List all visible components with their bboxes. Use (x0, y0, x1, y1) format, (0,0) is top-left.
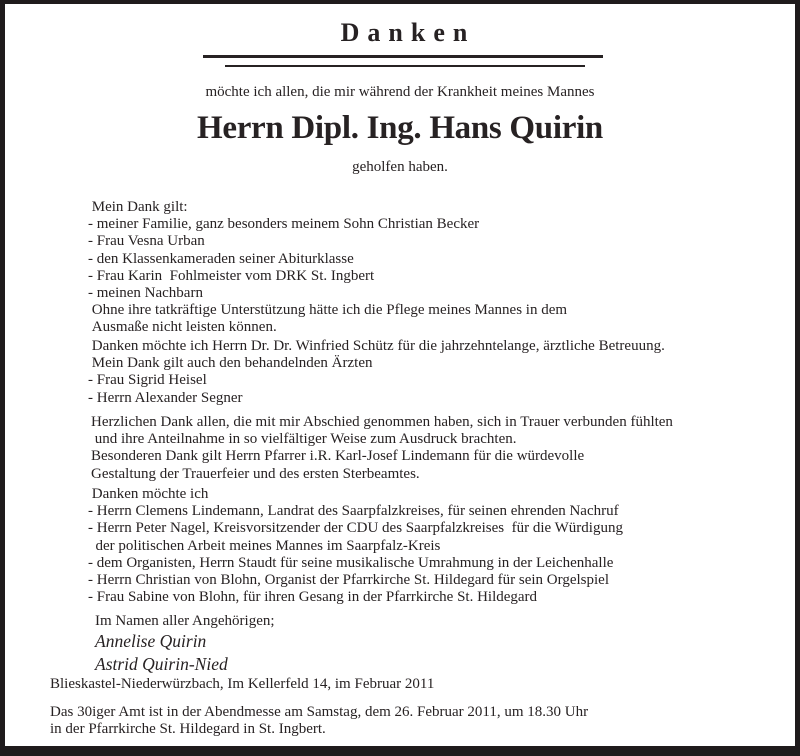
text-line: der politischen Arbeit meines Mannes im Saarpfalz-Kreis (88, 537, 441, 554)
intro-tail-line: geholfen haben. (352, 159, 448, 175)
text-line: - Herrn Clemens Lindemann, Landrat des Saarpfalzkreises, für seinen ehrenden Nachruf (88, 503, 619, 520)
deceased-name: Herrn Dipl. Ing. Hans Quirin (196, 110, 603, 146)
signature-name: Astrid Quirin-Nied (95, 654, 228, 674)
thanks-mourners-paragraph (91, 414, 673, 483)
title-rule-top (203, 55, 603, 58)
notice-title: Danken (340, 18, 476, 47)
text-line: - Frau Sabine von Blohn, für ihren Gesang in der Pfarrkirche St. Hildegard (88, 589, 538, 606)
thanks-officials-paragraph (88, 486, 623, 606)
text-line: - Frau Vesna Urban (88, 233, 205, 250)
text-line: Das 30iger Amt ist in der Abendmesse am Samstag, dem 26. Februar 2011, um 18.30 Uhr (50, 704, 589, 720)
text-line: - Herrn Peter Nagel, Kreisvorsitzender der CDU des Saarpfalzkreises für die Würdigung (88, 520, 623, 537)
text-line: - meinen Nachbarn (88, 285, 203, 302)
text-line: - meiner Familie, ganz besonders meinem Sohn Christian Becker (88, 216, 480, 233)
text-line: und ihre Anteilnahme in so vielfältiger Weise zum Ausdruck brachten. (91, 431, 517, 448)
closing-line: Im Namen aller Angehörigen; (95, 613, 275, 629)
text-line: Gestaltung der Trauerfeier und des ersten Sterbeamtes. (91, 465, 420, 482)
text-line: - Frau Karin Fohlmeister vom DRK St. Ingbert (88, 267, 375, 284)
text-line: Mein Dank gilt auch den behandelnden Ärzten (88, 355, 373, 372)
text-line: Ausmaße nicht leisten können. (88, 319, 277, 336)
text-line: - Frau Sigrid Heisel (88, 372, 207, 389)
thanks-doctors-paragraph (88, 338, 665, 407)
thanks-family-paragraph (88, 199, 567, 337)
text-line: - dem Organisten, Herrn Staudt für seine musikalische Umrahmung in der Leichenhalle (88, 554, 614, 571)
memorial-mass-note (50, 704, 588, 739)
text-line: in der Pfarrkirche St. Hildegard in St. Ingbert. (50, 721, 326, 738)
text-line: Ohne ihre tatkräftige Unterstützung hätte ich die Pflege meines Mannes in dem (88, 302, 568, 319)
text-line: Mein Dank gilt: (88, 199, 188, 215)
text-line: Danken möchte ich (88, 486, 209, 502)
text-line: Besonderen Dank gilt Herrn Pfarrer i.R. Karl-Josef Lindemann für die würdevolle (91, 448, 585, 465)
title-rule-bottom (225, 65, 585, 67)
text-line: - Herrn Alexander Segner (88, 389, 243, 406)
text-line: - den Klassenkameraden seiner Abiturklasse (88, 250, 354, 267)
place-date-line: Blieskastel-Niederwürzbach, Im Kellerfeld 14, im Februar 2011 (50, 676, 435, 692)
signature-name: Annelise Quirin (95, 631, 207, 651)
signature-block (95, 630, 228, 676)
text-line: Danken möchte ich Herrn Dr. Dr. Winfried Schütz für die jahrzehntelange, ärztliche Betreuung. (88, 338, 665, 354)
text-line: - Herrn Christian von Blohn, Organist der Pfarrkirche St. Hildegard für sein Orgelspiel (88, 572, 610, 589)
text-line: Herzlichen Dank allen, die mit mir Abschied genommen haben, sich in Trauer verbunden fühlten (91, 414, 673, 430)
intro-line: möchte ich allen, die mir während der Krankheit meines Mannes (205, 84, 595, 100)
